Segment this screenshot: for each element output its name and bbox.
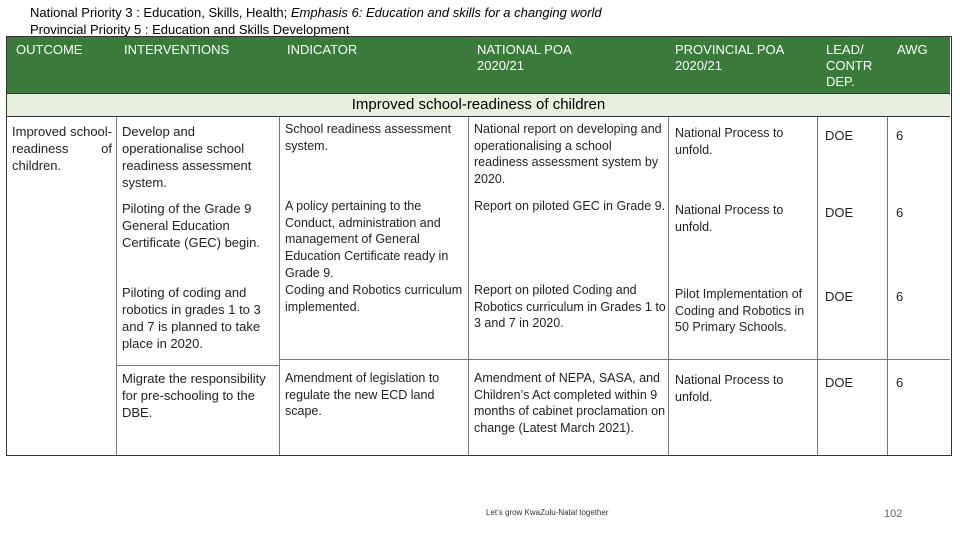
national-priority-text: National Priority 3 : Education, Skills, Health; (30, 5, 291, 20)
column-divider (468, 117, 469, 455)
row3-provincial: Pilot Implementation of Coding and Robotics in 50 Primary Schools. (675, 287, 805, 335)
column-divider (116, 117, 117, 455)
row-divider (116, 365, 279, 366)
row2-intervention: Piloting of the Grade 9 General Education Certificate (GEC) begin. (122, 201, 260, 250)
row4-provincial: National Process to unfold. (675, 373, 784, 404)
page-number: 102 (884, 508, 903, 520)
section-band-title: Improved school-readiness of children (7, 93, 950, 117)
col-header-awg: AWG (897, 42, 928, 57)
row1-national: National report on developing and operationalising a school readiness assessment system by 2020. (474, 122, 662, 187)
outcome-cell: Improved school-readiness of children. (12, 124, 112, 173)
row4-indicator: Amendment of legislation to regulate the new ECD land scape. (285, 371, 440, 419)
row3-intervention: Piloting of coding and robotics in grades 1 to 3 and 7 is planned to take place in 2020. (122, 285, 261, 351)
row2-lead: DOE (825, 205, 854, 220)
row4-lead: DOE (825, 375, 854, 390)
col-header-indicator: INDICATOR (287, 42, 358, 57)
column-divider (817, 117, 818, 455)
col-header-provincial-poa: PROVINCIAL POA 2020/21 (675, 42, 784, 73)
row2-indicator: A policy pertaining to the Conduct, administration and management of General Education Certificate ready in Grade 9. (285, 199, 449, 280)
provincial-priority-heading: Provincial Priority 5 : Education and Skills Development (30, 22, 350, 37)
row3-indicator: Coding and Robotics curriculum implemented. (285, 283, 463, 314)
row3-lead: DOE (825, 289, 854, 304)
priority-table (6, 36, 952, 456)
col-header-national-poa: NATIONAL POA 2020/21 (477, 42, 571, 73)
row4-awg: 6 (896, 375, 904, 390)
row-divider (279, 359, 950, 360)
row3-awg: 6 (896, 289, 904, 304)
column-divider (279, 117, 280, 455)
row1-indicator: School readiness assessment system. (285, 122, 452, 153)
row1-provincial: National Process to unfold. (675, 126, 784, 157)
emphasis-text: Emphasis 6: Education and skills for a changing world (290, 5, 602, 20)
col-header-outcome: OUTCOME (16, 42, 83, 57)
col-header-lead: LEAD/ CONTR DEP. (826, 42, 873, 89)
national-priority-heading (30, 5, 602, 20)
footer-tagline: Let’s grow KwaZulu-Natal together (486, 508, 609, 517)
column-divider (668, 117, 669, 455)
row3-national: Report on piloted Coding and Robotics curriculum in Grades 1 to 3 and 7 in 2020. (474, 283, 666, 331)
col-header-interventions: INTERVENTIONS (124, 42, 230, 57)
row2-awg: 6 (896, 205, 904, 220)
row4-intervention: Migrate the responsibility for pre-schooling to the DBE. (122, 371, 266, 420)
table-header-row (7, 37, 950, 93)
row2-national: Report on piloted GEC in Grade 9. (474, 199, 666, 213)
row1-awg: 6 (896, 128, 904, 143)
row4-national: Amendment of NEPA, SASA, and Children’s Act completed within 9 months of cabinet proclamation on change (Latest March 2021). (474, 371, 666, 436)
row2-provincial: National Process to unfold. (675, 203, 784, 234)
row1-intervention: Develop and operationalise school readiness assessment system. (122, 124, 252, 190)
row1-lead: DOE (825, 128, 854, 143)
column-divider (887, 117, 888, 455)
